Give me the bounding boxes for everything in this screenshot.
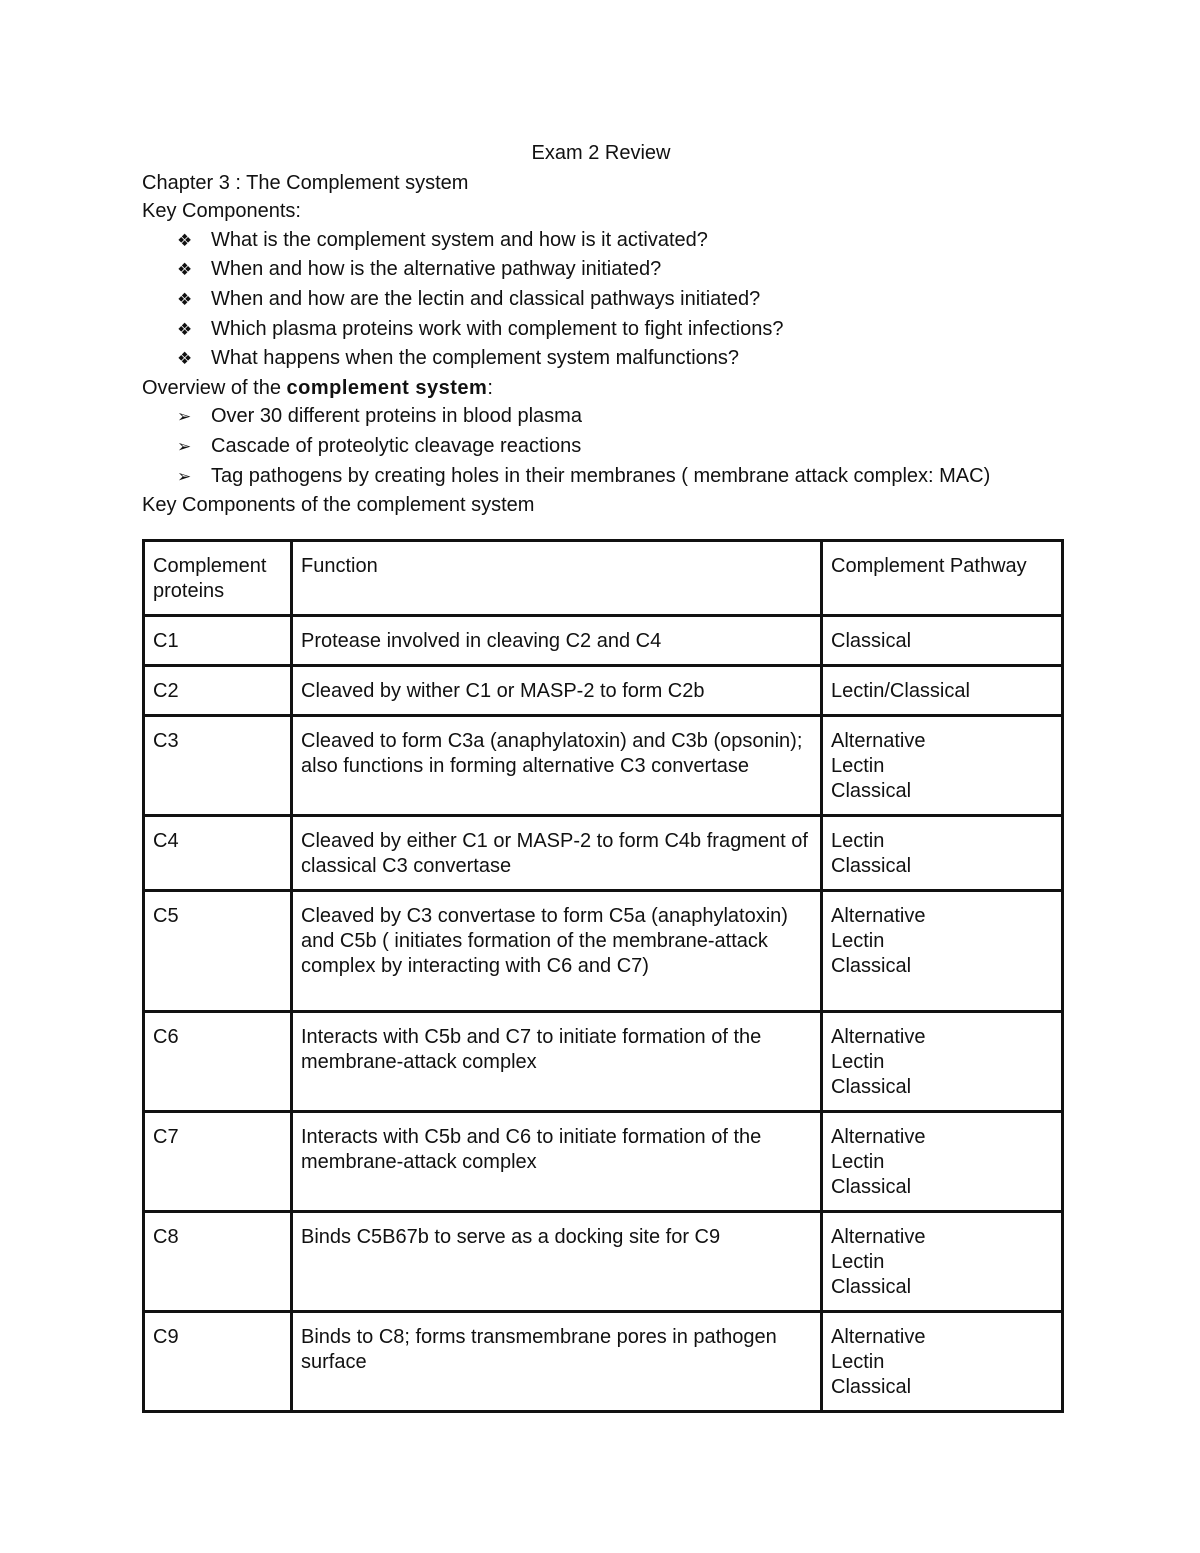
list-item: ➢ Cascade of proteolytic cleavage reactions <box>177 432 1060 462</box>
table-row <box>144 616 1063 666</box>
arrow-bullet-icon: ➢ <box>177 407 192 428</box>
pathway-label: Classical <box>831 1276 912 1298</box>
pathway-cell <box>822 891 1063 1012</box>
function-cell: Cleaved by wither C1 or MASP-2 to form C2b <box>292 666 822 716</box>
function-cell: Binds to C8; forms transmembrane pores in pathogen surface <box>292 1312 822 1412</box>
pathway-label: Lectin <box>831 930 885 952</box>
header-cell-proteins: Complement proteins <box>144 541 292 616</box>
pathway-label: Lectin <box>831 1251 885 1273</box>
pathway-label: Lectin <box>831 1051 885 1073</box>
header-cell-function: Function <box>292 541 822 616</box>
function-cell: Cleaved by C3 convertase to form C5a (anaphylatoxin) and C5b ( initiates formation of the membrane-attack complex by interacting with C6 and C7) <box>292 891 822 1012</box>
protein-cell: C6 <box>144 1012 292 1112</box>
function-cell: Interacts with C5b and C6 to initiate formation of the membrane-attack complex <box>292 1112 822 1212</box>
table-row <box>144 666 1063 716</box>
pathway-label: Alternative <box>831 730 926 752</box>
questions-list <box>142 226 1060 374</box>
pathway-label: Classical <box>831 1076 912 1098</box>
function-cell: Protease involved in cleaving C2 and C4 <box>292 616 822 666</box>
pathway-label: Alternative <box>831 1226 926 1248</box>
table-heading: Key Components of the complement system <box>142 494 535 517</box>
list-item: ➢ Tag pathogens by creating holes in their membranes ( membrane attack complex: MAC) <box>177 462 1060 492</box>
pathway-label: Classical <box>831 1376 912 1398</box>
document-page <box>142 139 1060 520</box>
pathway-label: Alternative <box>831 1126 926 1148</box>
protein-cell: C2 <box>144 666 292 716</box>
pathway-cell <box>822 616 1063 666</box>
pathway-label: Lectin <box>831 755 885 777</box>
function-cell: Cleaved to form C3a (anaphylatoxin) and C3b (opsonin); also functions in forming alternative C3 convertase <box>292 716 822 816</box>
table-row <box>144 1012 1063 1112</box>
pathway-label: Alternative <box>831 1326 926 1348</box>
header-cell-pathway: Complement Pathway <box>822 541 1063 616</box>
pathway-label: Alternative <box>831 905 926 927</box>
pathway-cell <box>822 816 1063 891</box>
table-row <box>144 716 1063 816</box>
pathway-cell <box>822 716 1063 816</box>
protein-cell: C8 <box>144 1212 292 1312</box>
protein-cell: C4 <box>144 816 292 891</box>
document-title: Exam 2 Review <box>531 142 671 164</box>
pathway-label: Classical <box>831 780 912 802</box>
pathway-cell <box>822 1312 1063 1412</box>
pathway-cell <box>822 1012 1063 1112</box>
table-header-row <box>144 541 1063 616</box>
pathway-cell <box>822 1112 1063 1212</box>
diamond-bullet-icon: ❖ <box>177 319 193 340</box>
arrow-bullet-icon: ➢ <box>177 436 192 457</box>
diamond-bullet-icon: ❖ <box>177 230 193 251</box>
list-item: ❖ What happens when the complement system malfunctions? <box>177 344 1060 374</box>
pathway-cell <box>822 666 1063 716</box>
pathway-label: Classical <box>831 855 912 877</box>
pathway-label: Lectin/Classical <box>831 680 970 702</box>
table-row <box>144 1212 1063 1312</box>
diamond-bullet-icon: ❖ <box>177 289 193 310</box>
protein-cell: C3 <box>144 716 292 816</box>
list-item: ❖ What is the complement system and how is it activated? <box>177 226 1060 256</box>
protein-cell: C7 <box>144 1112 292 1212</box>
pathway-label: Alternative <box>831 1026 926 1048</box>
arrow-bullet-icon: ➢ <box>177 466 192 487</box>
table-row <box>144 1112 1063 1212</box>
pathway-label: Lectin <box>831 830 885 852</box>
table-row <box>144 891 1063 1012</box>
table-row <box>144 816 1063 891</box>
protein-cell: C5 <box>144 891 292 1012</box>
pathway-label: Lectin <box>831 1351 885 1373</box>
key-components-label: Key Components: <box>142 200 301 223</box>
table-row <box>144 1312 1063 1412</box>
list-item: ❖ When and how are the lectin and classical pathways initiated? <box>177 285 1060 315</box>
function-cell: Binds C5B67b to serve as a docking site for C9 <box>292 1212 822 1312</box>
protein-cell: C9 <box>144 1312 292 1412</box>
overview-list <box>142 402 1060 491</box>
list-item: ➢ Over 30 different proteins in blood plasma <box>177 402 1060 432</box>
pathway-label: Classical <box>831 955 912 977</box>
protein-cell: C1 <box>144 616 292 666</box>
diamond-bullet-icon: ❖ <box>177 260 193 281</box>
function-cell: Cleaved by either C1 or MASP-2 to form C4b fragment of classical C3 convertase <box>292 816 822 891</box>
complement-table <box>142 539 1064 1413</box>
diamond-bullet-icon: ❖ <box>177 349 193 370</box>
pathway-cell <box>822 1212 1063 1312</box>
list-item: ❖ When and how is the alternative pathway initiated? <box>177 255 1060 285</box>
pathway-label: Lectin <box>831 1151 885 1173</box>
overview-heading: Overview of the complement system: <box>142 376 493 399</box>
pathway-label: Classical <box>831 1176 912 1198</box>
chapter-heading: Chapter 3 : The Complement system <box>142 171 469 194</box>
list-item: ❖ Which plasma proteins work with complement to fight infections? <box>177 315 1060 345</box>
function-cell: Interacts with C5b and C7 to initiate formation of the membrane-attack complex <box>292 1012 822 1112</box>
pathway-label: Classical <box>831 630 912 652</box>
